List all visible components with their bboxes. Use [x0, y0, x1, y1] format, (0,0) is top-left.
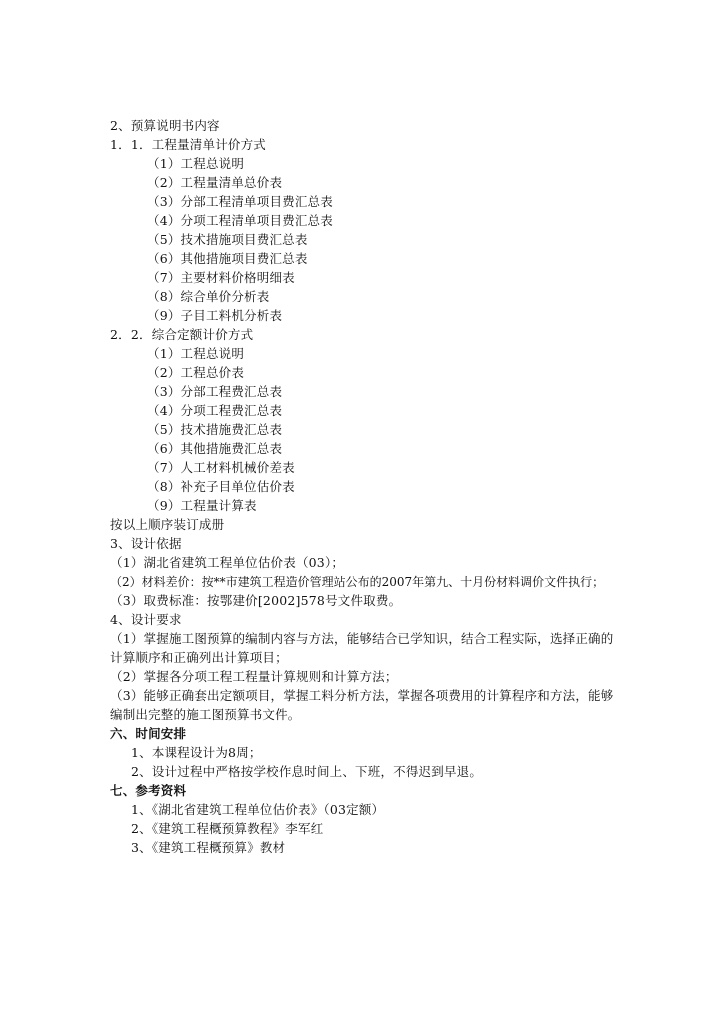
list-item: 1、本课程设计为8周；: [131, 745, 262, 760]
list-item: （2）材料差价：按**市建筑工程造价管理站公布的2007年第九、十月份材料调价文件执行；: [110, 575, 605, 589]
paragraph-line: （3）能够正确套出定额项目，掌握工料分析方法，掌握各项费用的计算程序和方法，能够: [110, 688, 614, 703]
list-item: （3）取费标准：按鄂建价[2002]578号文件取费。: [110, 593, 402, 608]
section-7-title: 七、参考资料: [110, 783, 187, 798]
list-item: （6）其他措施费汇总表: [147, 441, 283, 456]
list-item: （3）分部工程清单项目费汇总表: [147, 194, 333, 209]
list-item: 1、《湖北省建筑工程单位估价表》（03定额）: [131, 802, 385, 817]
list-item: （6）其他措施项目费汇总表: [147, 251, 308, 266]
binding-note: 按以上顺序装订成册: [110, 517, 225, 532]
list-item: 3、《建筑工程概预算》教材: [131, 840, 286, 855]
list-item: （5）技术措施项目费汇总表: [147, 232, 308, 247]
list-item: （1）工程总说明: [147, 346, 245, 361]
list-item: （9）工程量计算表: [147, 498, 257, 513]
list-item: （7）主要材料价格明细表: [147, 270, 295, 285]
list-item: （9）子目工料机分析表: [147, 308, 283, 323]
list-item: （5）技术措施费汇总表: [147, 422, 283, 437]
list-item: （8）综合单价分析表: [147, 289, 270, 304]
list-item: （4）分项工程清单项目费汇总表: [147, 213, 333, 228]
paragraph-line: 计算顺序和正确列出计算项目；: [110, 650, 288, 665]
section-4-title: 4、设计要求: [110, 612, 182, 627]
list-item: （2）工程总价表: [147, 365, 245, 380]
paragraph-line: （2）掌握各分项工程工程量计算规则和计算方法；: [110, 669, 398, 684]
list-item: （7）人工材料机械价差表: [147, 460, 295, 475]
paragraph-line: （1）掌握施工图预算的编制内容与方法，能够结合已学知识，结合工程实际，选择正确的: [110, 631, 614, 646]
list-item: （2）工程量清单总价表: [147, 175, 283, 190]
list-item: （1）工程总说明: [147, 156, 245, 171]
list-item: （3）分部工程费汇总表: [147, 384, 283, 399]
list-item: （8）补充子目单位估价表: [147, 479, 295, 494]
list-item: 2、《建筑工程概预算教程》李军红: [131, 821, 324, 836]
section-3-title: 3、设计依据: [110, 536, 182, 551]
list-item: （1）湖北省建筑工程单位估价表（03）；: [110, 555, 345, 570]
list-item: （4）分项工程费汇总表: [147, 403, 283, 418]
paragraph-line: 编制出完整的施工图预算书文件。: [110, 707, 301, 722]
section-2-2-title: 2．2．综合定额计价方式: [110, 327, 254, 342]
section-6-title: 六、时间安排: [110, 726, 187, 741]
section-2-title: 2、预算说明书内容: [110, 118, 220, 133]
section-2-1-title: 1．1．工程量清单计价方式: [110, 137, 267, 152]
list-item: 2、设计过程中严格按学校作息时间上、下班，不得迟到早退。: [131, 764, 483, 779]
